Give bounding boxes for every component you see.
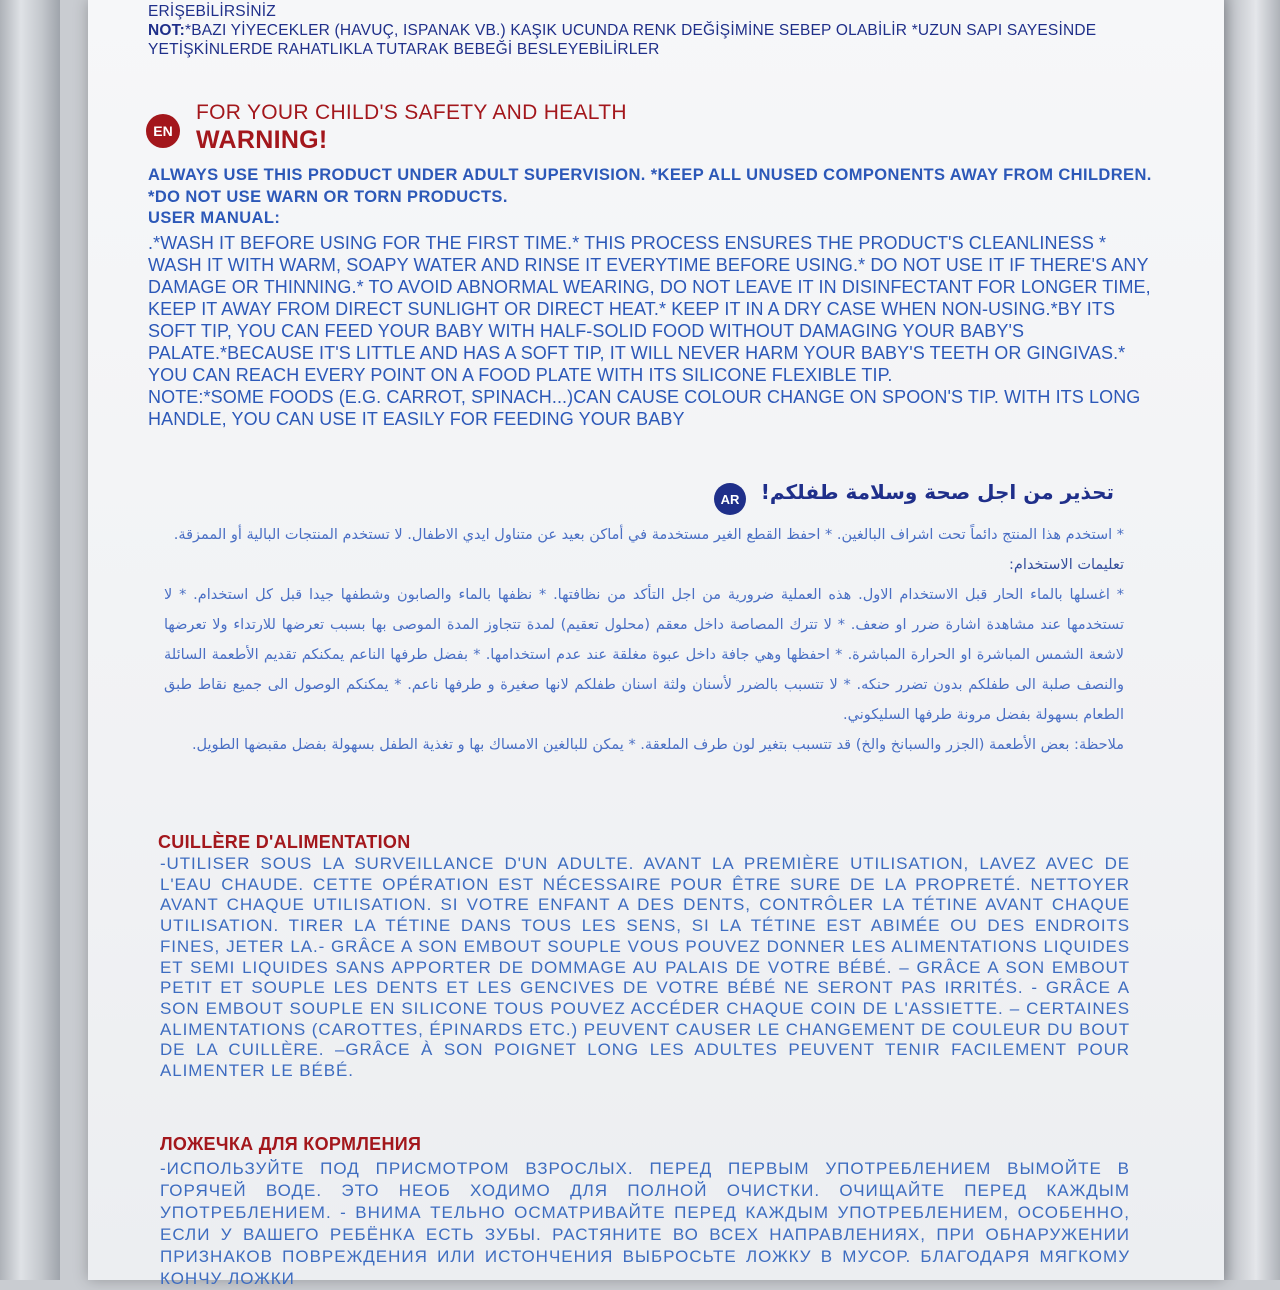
package-edge-right [1220,0,1280,1280]
instruction-sheet [88,0,1224,1288]
russian-instructions: -ИСПОЛЬЗУЙТЕ ПОД ПРИСМОТРОМ ВЗРОСЛЫХ. ПЕРЕД ПЕРВЫМ УПОТРЕБЛЕНИЕМ ВЫМОЙТЕ В ГОРЯЧЕЙ ВОДЕ. ЭТО НЕОБ ХОДИМО ДЛЯ ПОЛНОЙ ОЧИСТКИ. ОЧИЩАЙТЕ ПЕРЕД КАЖДЫМ УПОТРЕБЛЕНИЕМ. - ВНИМА ТЕЛЬНО ОСМАТРИВАЙТЕ ПЕРЕД КАЖДЫМ УПОТРЕБЛЕНИЕМ, ОСОБЕННО, ЕСЛИ У ВАШЕГО РЕБЁНКА ЕСТЬ ЗУБЫ. РАСТЯНИТЕ ВО ВСЕХ НАПРАВЛЕНИЯХ, ПРИ ОБНАРУЖЕНИИ ПРИЗНАКОВ ПОВРЕЖДЕНИЯ ИЛИ ИСТОНЧЕНИЯ ВЫБРОСЬТЕ ЛОЖКУ В МУСОР. БЛАГОДАРЯ МЯГКОМУ КОНЧУ ЛОЖКИ [160,1159,1130,1288]
user-manual-label: USER MANUAL: [148,209,281,227]
turkish-note-label: NOT: [148,22,185,39]
safety-heading: FOR YOUR CHILD'S SAFETY AND HEALTH [196,101,627,124]
french-instructions: -UTILISER SOUS LA SURVEILLANCE D'UN ADULTE. AVANT LA PREMIÈRE UTILISATION, LAVEZ AVEC DE L'EAU CHAUDE. CETTE OPÉRATION EST NÉCESSAIRE POUR ÊTRE SURE DE LA PROPRETÉ. NETTOYER AVANT CHAQUE UTILISATION. SI VOTRE ENFANT A DES DENTS, CONTRÔLER LA TÉTINE AVANT CHAQUE UTILISATION. TIRER LA TÉTINE DANS TOUS LES SENS, SI LA TÉTINE EST ABIMÉE OU DES ENDROITS FINES, JETER LA.- GRÂCE A SON EMBOUT SOUPLE VOUS POUVEZ DONNER LES ALIMENTATIONS LIQUIDES ET SEMI LIQUIDES SANS APPORTER DE DOMMAGE AU PALAIS DE VOTRE BÉBÉ. – GRÂCE A SON EMBOUT PETIT ET SOUPLE LES DENTS ET LES GENCIVES DE VOTRE BÉBÉ NE SERONT PAS IRRITÉS. - GRÂCE A SON EMBOUT SOUPLE EN SILICONE TOUS POUVEZ ACCÉDER CHAQUE COIN DE L'ASSIETTE. – CERTAINES ALIMENTATIONS (CAROTTES, ÉPINARDS ETC.) PEUVENT CAUSER LE CHANGEMENT DE COULEUR DU BOUT DE LA CUILLÈRE. –GRÂCE À SON POIGNET LONG LES ADULTES PEUVENT TENIR FACILEMENT POUR ALIMENTER LE BÉBÉ. [160,854,1130,1081]
supervision-warning: ALWAYS USE THIS PRODUCT UNDER ADULT SUPERVISION. *KEEP ALL UNUSED COMPONENTS AWAY FROM CHILDREN. *DO NOT USE WARN OR TORN PRODUCTS. [148,166,1152,206]
warning-heading: WARNING! [196,126,328,154]
russian-heading: ЛОЖЕЧКА ДЛЯ КОРМЛЕНИЯ [160,1134,422,1154]
english-warning-text [148,165,1158,230]
english-manual-body: .*WASH IT BEFORE USING FOR THE FIRST TIME.* THIS PROCESS ENSURES THE PRODUCT'S CLEANLINESS * WASH IT WITH WARM, SOAPY WATER AND RINSE IT EVERYTIME BEFORE USING.* DO NOT USE IT IF THERE'S ANY DAMAGE OR THINNING.* TO AVOID ABNORMAL WEARING, DO NOT LEAVE IT IN DISINFECTANT FOR LONGER TIME, KEEP IT AWAY FROM DIRECT SUNLIGHT OR DIRECT HEAT.* KEEP IT IN A DRY CASE WHEN NON-USING.*BY ITS SOFT TIP, YOU CAN FEED YOUR BABY WITH HALF-SOLID FOOD WITHOUT DAMAGING YOUR BABY'S PALATE.*BECAUSE IT'S LITTLE AND HAS A SOFT TIP, IT WILL NEVER HARM YOUR BABY'S TEETH OR GINGIVAS.* YOU CAN REACH EVERY POINT ON A FOOD PLATE WITH ITS SILICONE FLEXIBLE TIP. [148,233,1151,385]
arabic-heading: تحذير من اجل صحة وسلامة طفلكم! [760,480,1114,504]
en-language-badge: EN [146,114,180,148]
turkish-note-text: *BAZI YİYECEKLER (HAVUÇ, ISPANAK VB.) KAŞIK UCUNDA RENK DEĞİŞİMİNE SEBEP OLABİLİR *UZUN SAPI SAYESİNDE YETİŞKİNLERDE RAHATLIKLA TUTARAK BEBEĞİ BESLEYEBİLİRLER [148,22,1097,58]
arabic-manual-body: * اغسلها بالماء الحار قبل الاستخدام الاول. هذه العملية ضرورية من اجل التأكد من نظافتها. * نظفها بالماء والصابون وشطفها جيدا قبل كل استخدام. * لا تستخدمها عند مشاهدة اشارة ضرر او ضعف. * لا تترك المصاصة داخل معقم (محلول تعقيم) لمدة تتجاوز المدة الموصى بها بسبب تعرضها للارتداء ولا تعرضها لاشعة الشمس المباشرة او الحرارة المباشرة. * احفظها وهي جافة داخل عبوة مغلقة عند عدم استخدامها. * بفضل طرفها الناعم يمكنكم تقديم الأطعمة السائلة والنصف صلبة الى طفلكم بدون تضرر حنكه. * لا تتسبب بالضرر لأسنان ولثة اسنان طفلكم لانها صغيرة و طرفها ناعم. * يمكنكم الوصول الى جميع نقاط طبق الطعام بسهولة بفضل مرونة طرفها السليكوني. [164,587,1124,723]
turkish-note [148,21,1148,59]
english-note: NOTE:*SOME FOODS (E.G. CARROT, SPINACH...)CAN CAUSE COLOUR CHANGE ON SPOON'S TIP. WITH ITS LONG HANDLE, YOU CAN USE IT EASILY FOR FEEDING YOUR BABY [148,387,1141,429]
arabic-note: ملاحظة: بعض الأطعمة (الجزر والسبانخ والخ) قد تتسبب بتغير لون طرف الملعقة. * يمكن للبالغين الامساك بها و تغذية الطفل بسهولة بفضل مقبضها الطويل. [191,737,1124,753]
turkish-line: ERİŞEBİLİRSİNİZ [148,3,276,20]
english-instructions [148,232,1158,430]
arabic-manual-label: تعليمات الاستخدام: [1009,557,1124,573]
arabic-instructions [164,520,1124,760]
ar-language-badge: AR [714,483,746,515]
package-edge-left [0,0,60,1280]
english-heading [196,100,627,154]
french-heading: CUILLÈRE D'ALIMENTATION [158,832,411,852]
turkish-section [148,2,1148,59]
arabic-warning: * استخدم هذا المنتج دائماً تحت اشراف البالغين. * احفظ القطع الغير مستخدمة في أماكن بعيد عن متناول ايدي الاطفال. لا تستخدم المنتجات البالية أو الممزقة. [173,527,1124,543]
